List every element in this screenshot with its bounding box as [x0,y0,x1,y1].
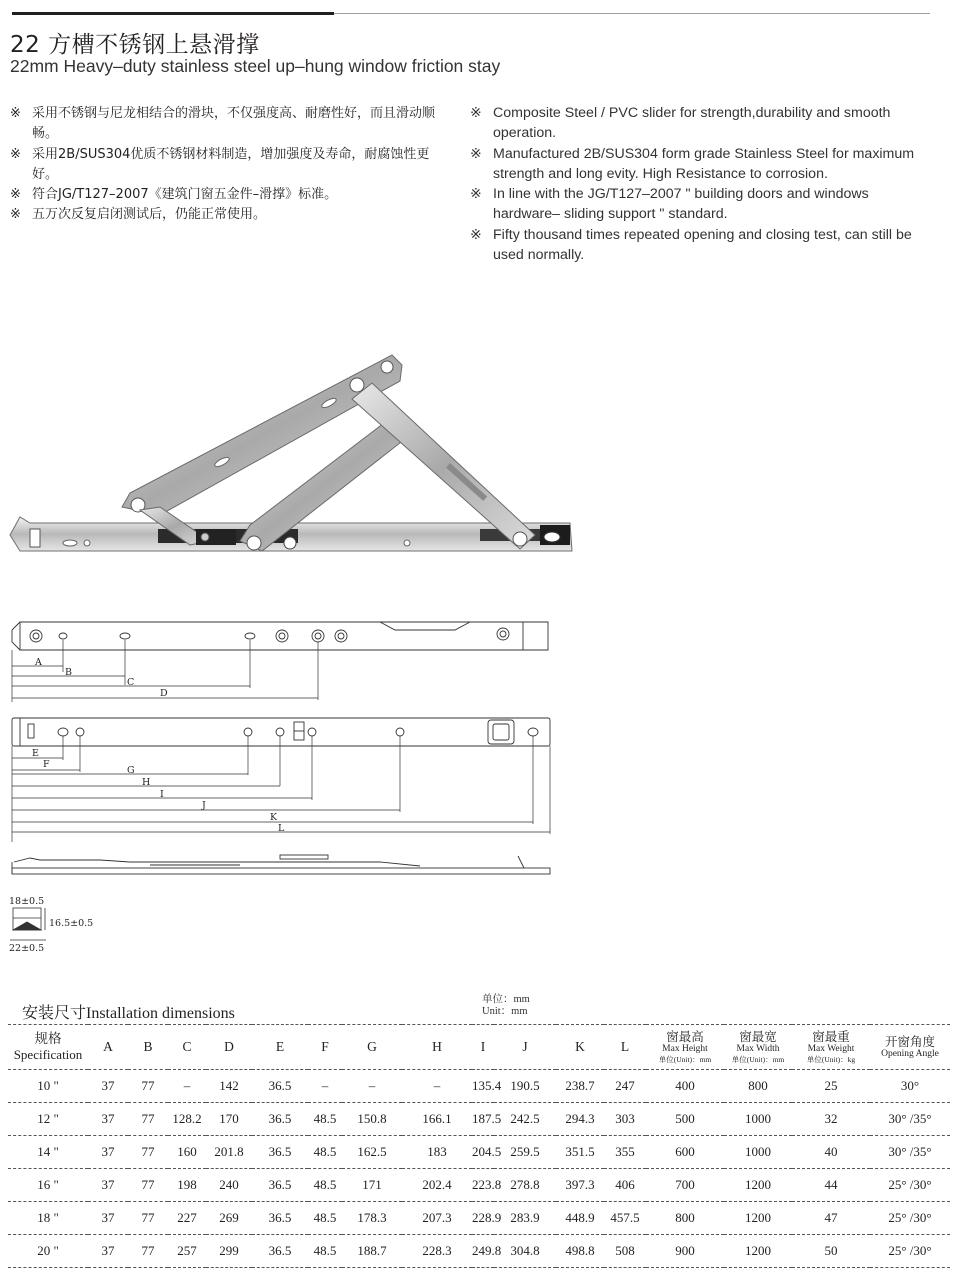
table-cell: 240 [206,1169,252,1202]
header-col-a: A [88,1025,128,1070]
feature-marker: ※ [470,186,482,203]
table-cell: 242.5 [494,1103,556,1136]
header-extra [792,1025,870,1070]
dim-label-d: D [160,688,168,699]
side-view [12,855,550,874]
feature-marker: ※ [10,146,21,162]
header-extra-unit: 单位(Unit)：kg [806,1054,856,1064]
header-col-f: F [308,1025,342,1070]
table-cell: 187.5 [472,1103,494,1136]
feature-en-line: strength and long evity. High Resistance to corrosion. [493,165,828,182]
table-row [8,1202,950,1235]
feature-cn-text: 符合JG/T127–2007《建筑门窗五金件–滑撑》标准。 [32,187,338,203]
unit-note-en: Unit：mm [482,1006,528,1017]
feature-en-line: In line with the JG/T127–2007 " building doors and windows [493,186,869,203]
feature-en-item [470,225,960,266]
table-cell: 207.3 [402,1202,472,1235]
table-cell: 25° /30° [870,1235,950,1268]
features-cn-list [10,104,450,226]
table-cell: 257 [168,1235,206,1268]
table-title: 安装尺寸Installation dimensions [22,1005,235,1022]
table-cell: 183 [402,1136,472,1169]
table-cell: 48.5 [308,1169,342,1202]
table-cell: 77 [128,1070,168,1103]
table-cell: 48.5 [308,1202,342,1235]
header-extra-unit: 单位(Unit)：mm [658,1054,712,1064]
table-cell: 228.9 [472,1202,494,1235]
table-cell: 77 [128,1235,168,1268]
header-spec-en: Specification [13,1047,83,1062]
table-cell: 278.8 [494,1169,556,1202]
table-cell: 1000 [724,1136,792,1169]
table-cell: 800 [724,1070,792,1103]
profile-width-label: 18±0.5 [9,896,45,907]
table-cell: 50 [792,1235,870,1268]
table-cell: 1200 [724,1169,792,1202]
feature-en-item [470,144,960,185]
page-title-en: 22mm Heavy–duty stainless steel up–hung window friction stay [10,56,501,76]
table-cell: 77 [128,1169,168,1202]
dim-label-i: I [160,789,164,800]
header-col-b: B [128,1025,168,1070]
table-cell: 294.3 [556,1103,604,1136]
table-cell: 36.5 [252,1070,308,1103]
table-cell: 30° /35° [870,1136,950,1169]
header-rule-dark [12,12,334,15]
table-cell: 36.5 [252,1235,308,1268]
table-cell: 14 " [8,1136,88,1169]
table-cell: 135.4 [472,1070,494,1103]
dim-label-c: C [127,677,135,688]
table-cell: 188.7 [342,1235,402,1268]
table-cell: 283.9 [494,1202,556,1235]
table-cell: 160 [168,1136,206,1169]
feature-en-line: operation. [493,125,557,142]
table-cell: 150.8 [342,1103,402,1136]
table-cell: 48.5 [308,1136,342,1169]
table-cell: 37 [88,1169,128,1202]
table-cell: – [308,1070,342,1103]
table-cell: 228.3 [402,1235,472,1268]
page-title-cn: 22 方槽不锈钢上悬滑撑 [10,32,260,58]
unit-note [482,994,530,1018]
table-cell: 201.8 [206,1136,252,1169]
header-extra [646,1025,724,1070]
header-extra-en: Max Weight [807,1043,855,1054]
feature-cn-item [10,185,450,205]
header-extra [870,1025,950,1070]
table-cell: 249.8 [472,1235,494,1268]
table-cell: 1200 [724,1202,792,1235]
table-row [8,1070,950,1103]
profile-section [10,908,46,940]
header-col-g: G [342,1025,402,1070]
header-extra-cn: 窗最重 [812,1029,850,1044]
technical-drawing [0,610,600,960]
table-cell: 77 [128,1103,168,1136]
table-row [8,1235,950,1268]
table-cell: 227 [168,1202,206,1235]
table-cell: 30° [870,1070,950,1103]
feature-en-line: Fifty thousand times repeated opening and closing test, can still be [493,226,912,243]
table-cell: 25 [792,1070,870,1103]
table-cell: – [402,1070,472,1103]
table-cell: 32 [792,1103,870,1136]
table-cell: 77 [128,1202,168,1235]
table-body [8,1070,950,1268]
table-cell: 204.5 [472,1136,494,1169]
feature-cn-text: 五万次反复启闭测试后，仍能正常使用。 [32,207,267,223]
header-col-j: J [494,1025,556,1070]
table-cell: 12 " [8,1103,88,1136]
table-cell: 269 [206,1202,252,1235]
installation-dimensions-table [8,1024,950,1268]
table-cell: 238.7 [556,1070,604,1103]
table-row [8,1103,950,1136]
dim-label-a: A [35,657,42,668]
dim-label-h: H [142,777,151,788]
header-spec-cn: 规格 [34,1031,62,1046]
header-extra [724,1025,792,1070]
table-cell: 508 [604,1235,646,1268]
table-cell: 36.5 [252,1202,308,1235]
table-cell: 500 [646,1103,724,1136]
table-cell: 30° /35° [870,1103,950,1136]
table-cell: 37 [88,1136,128,1169]
table-cell: 10 " [8,1070,88,1103]
header-spec [8,1025,88,1070]
table-cell: 170 [206,1103,252,1136]
header-extra-cn: 窗最高 [666,1029,704,1044]
table-cell: 198 [168,1169,206,1202]
feature-marker: ※ [470,226,482,243]
table-cell: 37 [88,1235,128,1268]
feature-cn-item [10,104,450,145]
table-cell: 700 [646,1169,724,1202]
dim-label-g: G [127,765,135,776]
header-col-k: K [556,1025,604,1070]
table-cell: 448.9 [556,1202,604,1235]
header-col-c: C [168,1025,206,1070]
table-cell: 47 [792,1202,870,1235]
feature-en-item [470,184,960,225]
table-cell: 299 [206,1235,252,1268]
table-cell: 142 [206,1070,252,1103]
dim-label-e: E [32,748,39,759]
table-cell: 77 [128,1136,168,1169]
header-extra-en: Max Width [736,1043,780,1054]
header-col-l: L [604,1025,646,1070]
table-cell: 37 [88,1103,128,1136]
top-arm-view [12,622,548,650]
base-track-view [12,718,550,746]
table-cell: 178.3 [342,1202,402,1235]
feature-en-line: Manufactured 2B/SUS304 form grade Stainless Steel for maximum [493,145,915,162]
table-cell: 190.5 [494,1070,556,1103]
header-col-d: D [206,1025,252,1070]
table-cell: 400 [646,1070,724,1103]
stay-long-arm [122,355,402,515]
table-cell: 600 [646,1136,724,1169]
feature-marker: ※ [470,105,482,121]
table-cell: 20 " [8,1235,88,1268]
dim-label-j: J [202,800,206,811]
feature-marker: ※ [10,106,21,121]
table-cell: 171 [342,1169,402,1202]
table-header-row [8,1025,950,1070]
feature-cn-item [10,145,450,186]
table-cell: 498.8 [556,1235,604,1268]
table-cell: 247 [604,1070,646,1103]
table-cell: 37 [88,1202,128,1235]
dim-label-l: L [278,823,285,834]
table-cell: 18 " [8,1202,88,1235]
table-cell: 25° /30° [870,1202,950,1235]
header-extra-en: Opening Angle [881,1048,939,1059]
table-cell: 223.8 [472,1169,494,1202]
table-cell: 36.5 [252,1136,308,1169]
feature-marker: ※ [10,187,21,203]
feature-en-line: used normally. [493,247,585,264]
table-cell: 128.2 [168,1103,206,1136]
table-cell: – [168,1070,206,1103]
feature-marker: ※ [10,207,21,223]
table-cell: 162.5 [342,1136,402,1169]
table-cell: 1200 [724,1235,792,1268]
table-cell: 48.5 [308,1235,342,1268]
table-cell: 259.5 [494,1136,556,1169]
feature-cn-text: 采用2B/SUS304优质不锈钢材料制造，增加强度及寿命，耐腐蚀性更好。 [32,146,430,182]
table-cell: 16 " [8,1169,88,1202]
table-cell: 304.8 [494,1235,556,1268]
dim-label-k: K [270,812,278,823]
feature-en-line: hardware– sliding support " standard. [493,206,728,223]
header-col-e: E [252,1025,308,1070]
dim-label-f: F [43,759,50,770]
table-cell: 900 [646,1235,724,1268]
table-cell: 355 [604,1136,646,1169]
header-rule-light [334,13,930,14]
table-cell: – [342,1070,402,1103]
table-cell: 166.1 [402,1103,472,1136]
header-extra-cn: 开窗角度 [884,1034,935,1049]
features-en-list [470,103,960,265]
table-cell: 36.5 [252,1103,308,1136]
profile-height-label: 16.5±0.5 [49,918,94,929]
feature-en-item [470,103,960,144]
dim-label-b: B [65,667,72,678]
table-cell: 36.5 [252,1169,308,1202]
profile-base-label: 22±0.5 [9,943,45,954]
table-cell: 44 [792,1169,870,1202]
unit-note-cn: 单位：mm [482,994,530,1005]
product-photo [0,345,600,575]
feature-en-line: Composite Steel / PVC slider for strength,durability and smooth [493,105,891,121]
table-row [8,1169,950,1202]
table-cell: 351.5 [556,1136,604,1169]
table-cell: 800 [646,1202,724,1235]
header-extra-unit: 单位(Unit)：mm [731,1054,785,1064]
table-cell: 1000 [724,1103,792,1136]
table-cell: 37 [88,1070,128,1103]
table-cell: 406 [604,1169,646,1202]
header-col-i: I [472,1025,494,1070]
header-extra-en: Max Height [662,1043,708,1054]
table-cell: 303 [604,1103,646,1136]
header-col-h: H [402,1025,472,1070]
table-cell: 25° /30° [870,1169,950,1202]
table-cell: 457.5 [604,1202,646,1235]
feature-cn-text: 采用不锈钢与尼龙相结合的滑块，不仅强度高、耐磨性好，而且滑动顺畅。 [32,106,436,142]
table-row [8,1136,950,1169]
feature-marker: ※ [470,145,482,162]
table-cell: 40 [792,1136,870,1169]
table-cell: 48.5 [308,1103,342,1136]
header-extra-cn: 窗最宽 [739,1029,777,1044]
feature-cn-item [10,205,450,225]
table-cell: 397.3 [556,1169,604,1202]
table-cell: 202.4 [402,1169,472,1202]
